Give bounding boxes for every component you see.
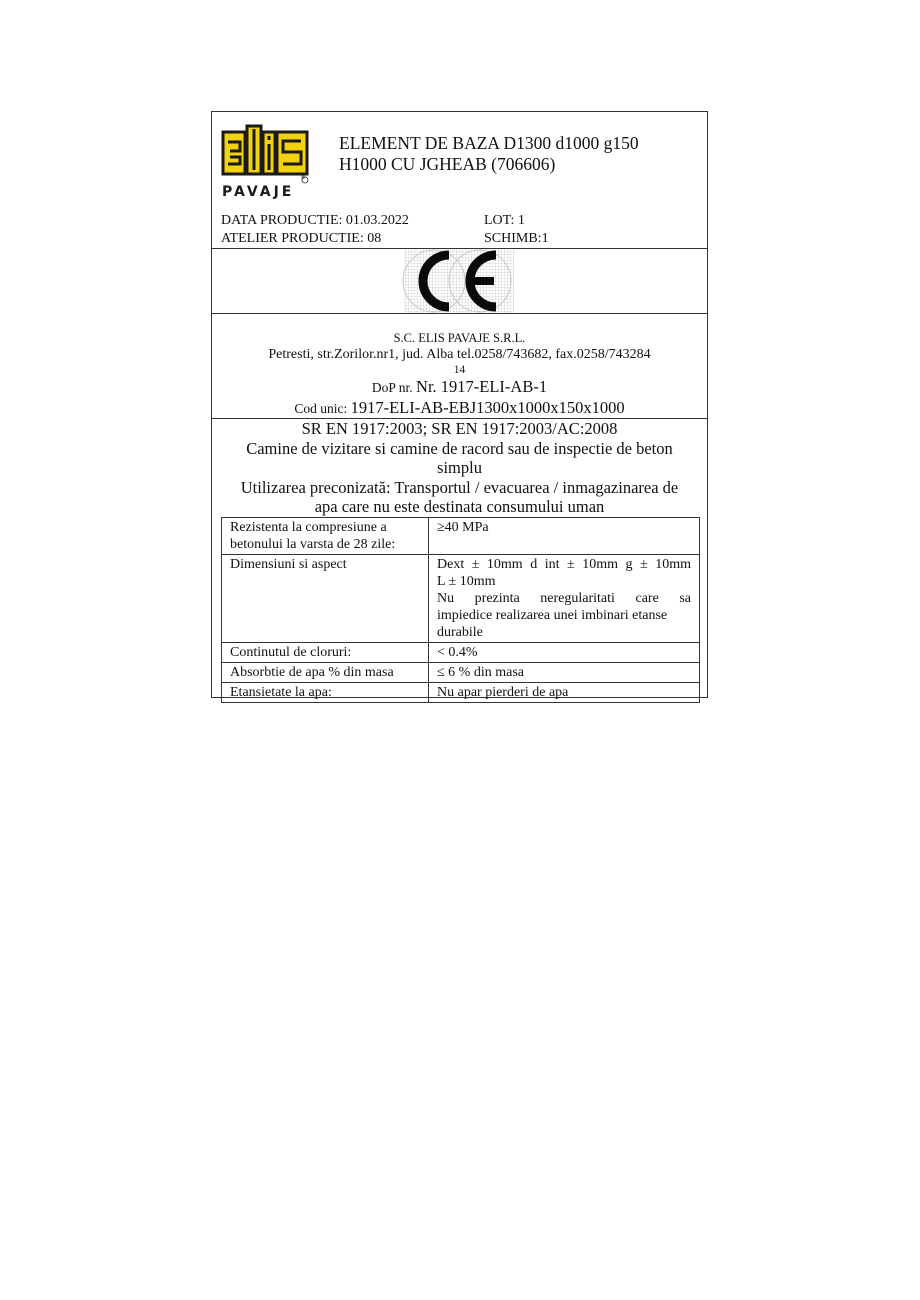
production-atelier: ATELIER PRODUCTIE: 08 [221, 231, 382, 246]
property-value: ≥40 MPa [429, 518, 700, 555]
cod-line [212, 398, 707, 419]
product-title [339, 133, 699, 175]
property-name: Continutul de cloruri: [222, 643, 429, 663]
table-row [222, 663, 700, 683]
properties-table [221, 517, 700, 703]
intended-use-line: Utilizarea preconizată: Transportul / evacuarea / inmagazinarea de [240, 477, 679, 497]
company-year: 14 [453, 364, 466, 376]
product-title-line: H1000 CU JGHEAB (706606) [339, 154, 556, 174]
ce-mark [402, 248, 518, 314]
dop-line [212, 377, 707, 398]
property-value: < 0.4% [429, 643, 700, 663]
cod-prefix: Cod unic: [294, 401, 351, 416]
property-value: Dext ± 10mm d int ± 10mm g ± 10mm L ± 10mm Nu prezinta neregularitati care sa impiedice realizarea unei imbinari etanse durabile [429, 555, 700, 643]
intended-use-line: apa care nu este destinata consumului uman [314, 497, 605, 516]
table-row [222, 555, 700, 643]
property-value: ≤ 6 % din masa [429, 663, 700, 683]
company-info [212, 330, 707, 419]
product-label [211, 111, 708, 698]
table-row [222, 518, 700, 555]
ce-mark-icon [402, 248, 518, 314]
logo-registered-mark: ® [300, 174, 306, 181]
product-description-line: simplu [437, 458, 482, 477]
property-name: Rezistenta la compresiune a betonului la varsta de 28 zile: [222, 518, 429, 555]
dop-prefix: DoP nr. [371, 380, 417, 395]
company-name: S.C. ELIS PAVAJE S.R.L. [393, 331, 526, 345]
shift-number: SCHIMB:1 [484, 231, 549, 246]
product-description-line: Camine de vizitare si camine de racord sau de inspectie de beton [246, 438, 673, 458]
table-row [222, 683, 700, 703]
dop-number: Nr. 1917-ELI-AB-1 [416, 377, 548, 396]
production-date: DATA PRODUCTIE: 01.03.2022 [221, 213, 409, 228]
lot-number: LOT: 1 [484, 213, 525, 228]
cod-value: 1917-ELI-AB-EBJ1300x1000x150x1000 [350, 398, 625, 417]
property-name: Absorbtie de apa % din masa [222, 663, 429, 683]
property-value: Nu apar pierderi de apa [429, 683, 700, 703]
property-name: Etansietate la apa: [222, 683, 429, 703]
divider [212, 313, 707, 314]
elis-pavaje-logo [221, 124, 311, 200]
product-title-line: ELEMENT DE BAZA D1300 d1000 g150 [339, 133, 639, 153]
logo-subtext: PAVAJE [222, 184, 295, 200]
property-name: Dimensiuni si aspect [222, 555, 429, 643]
table-row [222, 643, 700, 663]
standard-reference: SR EN 1917:2003; SR EN 1917:2003/AC:2008 [301, 419, 618, 438]
standards-info [212, 419, 707, 517]
company-address: Petresti, str.Zorilor.nr1, jud. Alba tel.0258/743682, fax.0258/743284 [268, 347, 651, 362]
